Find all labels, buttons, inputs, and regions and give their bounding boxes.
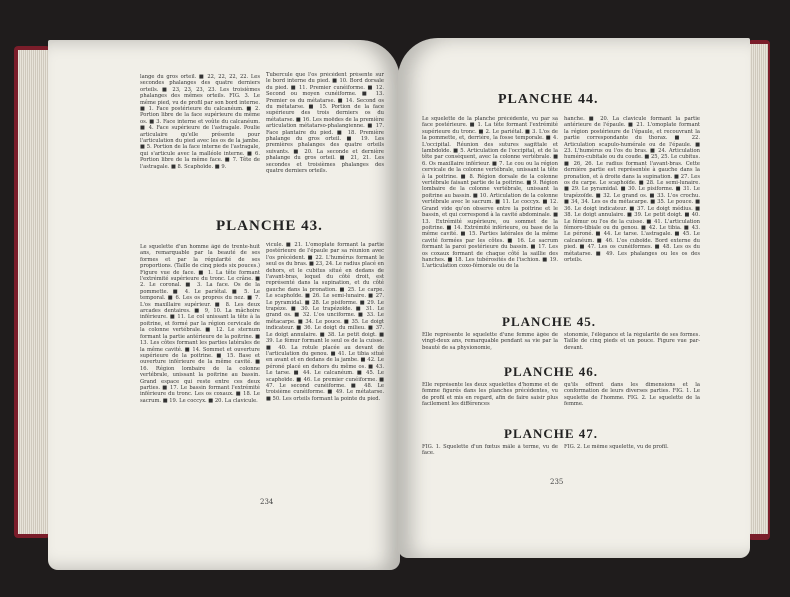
plate-47-left-column: FIG. 1. Squelette d'un fœtus mâle à terme, vu de face. — [422, 444, 558, 457]
plate-45-title: PLANCHE 45. — [502, 314, 597, 329]
plate-47-title: PLANCHE 47. — [504, 426, 599, 441]
plate-45-left-column: Elle représente le squelette d'une femme âgée de vingt-deux ans, remarquable pendant sa vie par la beauté de sa physionomie, — [422, 332, 558, 351]
left-bottom-left-column: Le squelette d'un homme âgé de trente-huit ans, remarquable par la beauté de ses formes et par la régularité de ses proportions. (Taille de cinq pieds six pouces.) Figure vue de face. ■ 1. La tête formant l'extrémité supérieure du tronc. Le crâne. ■ 2. Le coronal. ■ 3. La face. Os de la pommette. ■ 4. Le pariétal. ■ 5. Le temporal. ■ 6. Les os propres du nez. ■ 7. L'os maxillaire supérieur. ■ 8. Les deux arcades dentaires. ■ 9, 10. La mâchoire inférieure. ■ 11. Le col unissant la tête à la poitrine, et formé par la région cervicale de la colonne vertébrale. ■ 12. Le sternum formant la partie antérieure de la poitrine. ■ 13. Les côtes formant les parties latérales de la même cavité. ■ 14. Sommet et ouverture supérieure de la poitrine. ■ 15. Base et ouverture inférieure de la même cavité. ■ 16. Région lombaire de la colonne vertébrale, unissant la poitrine au bassin. Grand espace qui reste entre ces deux parties. ■ 17. Le bassin formant l'extrémité inférieure du tronc. Les os coxaux. ■ 18. Le sacrum. ■ 19. Le coccyx. ■ 20. La clavicule. — [140, 244, 260, 404]
page-edges-left — [18, 50, 48, 534]
plate-46-right-column: qu'ils offrent dans les dimensions et la conformation de leurs diverses parties. FIG. 1. Le squelette de l'homme. FIG. 2. Le squelette de la femme. — [564, 382, 700, 408]
plate-44-title: PLANCHE 44. — [498, 92, 599, 107]
plate-46-title: PLANCHE 46. — [504, 364, 599, 379]
plate-43-title: PLANCHE 43. — [216, 218, 323, 234]
left-top-right-column: Tubercule que l'os précédent présente sur le bord interne du pied. ■ 10. Bord dorsale du pied. ■ 11. Premier cunéiforme. ■ 12. Second ou moyen cunéiforme. ■ 13. Premier os du métatarse. ■ 14. Second os du métatarse. ■ 15. Portion de la face supérieure des trois derniers os du métatarse. ■ 16. Les moëdes de la première articulation métatarso-phalangienne. ■ 17. Face plantaire du pied. ■ 18. Première phalange du gros orteil. ■ 19. Les premières phalanges des quatre orteils suivants. ■ 20. La seconde et dernière phalange du gros orteil. ■ 21, 21. Les secondes et troisièmes phalanges des quatre derniers orteils. — [266, 72, 384, 175]
plate-44-left-column: Le squelette de la planche précédente, vu par sa face postérieure. ■ 1. La tête formant l'extrémité supérieure du tronc. ■ 2. Le pariétal. ■ 3. L'os de la pommette, et, derrière, la fosse temporale. ■ 4. L'occipital. Réunion des sutures sagittale et lambdoïde. ■ 5. Articulation de l'occipital, et de la tête par conséquent, avec la colonne vertébrale. ■ 6. Os maxillaire inférieur. ■ 7. Le cou ou la région cervicale de la colonne vertébrale, unissant la tête à la poitrine. ■ 8. Région dorsale de la colonne vertébrale faisant partie de la poitrine. ■ 9. Région lombaire de la colonne vertébrale, unissant la poitrine au bassin. ■ 10. Articulation de la colonne vertébrale avec le sacrum. ■ 11. Le coccyx. ■ 12. Grand vide qu'on observe entre la poitrine et le bassin, et qui correspond à la cavité abdominale. ■ 13. Extrémité supérieure, ou sommet de la poitrine. ■ 14. Extrémité inférieure, ou base de la même cavité. ■ 15. Parties latérales de la même cavité formées par les côtes. ■ 16. Le sacrum formant la paroi postérieure du bassin. ■ 17. Les os coxaux formant de chaque côté la saillie des hanches. ■ 18. Les tubérosités de l'ischion. ■ 19. L'articulation coxo-fémorale ou de la — [422, 116, 558, 270]
plate-47-right-column: FIG. 2. Le même squelette, vu de profil. — [564, 444, 669, 450]
left-bottom-right-column: vicule. ■ 21. L'omoplate formant la partie postérieure de l'épaule par sa réunion avec l'os précédent. ■ 22. L'humérus formant le seul os du bras. ■ 23, 24. Le radius placé en dehors, et le cubitus situé en dedans de l'avant-bras, lequel du côté droit, est représenté dans la supination, et du côté gauche dans la pronation. ■ 25. Le carpe. Le scaphoïde. ■ 26. Le semi-lunaire. ■ 27. Le pyramidal. ■ 28. Le pisiforme. ■ 29. Le trapèze. ■ 30. Le trapézoïde. ■ 31. Le grand os. ■ 32. L'os unciforme. ■ 33. Le métacarpe. ■ 34. Le pouce. ■ 35. Le doigt indicateur. ■ 36. Le doigt du milieu. ■ 37. Le doigt annulaire. ■ 38. Le petit doigt. ■ 39. Le fémur formant le seul os de la cuisse. ■ 40. La rotule placée au devant de l'articulation du genou. ■ 41. Le tibia situé en avant et en dedans de la jambe. ■ 42. Le péroné placé en dehors du même os. ■ 43. Le tarse. ■ 44. Le calcanéum. ■ 45. Le scaphoïde. ■ 46. Le premier cunéiforme. ■ 47. Le second cunéiforme. ■ 48. Le troisième cunéiforme. ■ 49. Le métatarse. ■ 50. Les orteils formant la pointe du pied. — [266, 242, 384, 402]
right-page-number: 235 — [550, 478, 564, 486]
left-page — [48, 40, 400, 570]
plate-45-right-column: stonomie, l'élégance et la régularité de ses formes. Taille de cinq pieds et un pouce. Figure vue par-devant. — [564, 332, 700, 351]
left-top-left-column: lange du gros orteil. ■ 22, 22, 22, 22. Les secondes phalanges des quatre derniers orteils. ■ 23, 23, 23, 23. Les troisièmes phalanges des mêmes orteils. FIG. 3. Le même pied, vu de profil par son bord interne. ■ 1. Face postérieure du calcanéum. ■ 2. Portion libre de la face supérieure du même os. ■ 3. Face interne et voûte du calcanéum. ■ 4. Face supérieure de l'astragale. Poulie articulaire qu'elle présente pour l'articulation du pied avec les os de la jambe. ■ 5. Portion de la face interne de l'astragale, qui s'articule avec la malléole interne. ■ 6. Portion libre de la même face. ■ 7. Tête de l'astragale. ■ 8. Scaphoïde. ■ 9. — [140, 74, 260, 170]
right-page — [398, 38, 750, 558]
plate-46-left-column: Elle représente les deux squelettes d'homme et de femme figurés dans les planches précédentes, vu de profil et mis en regard, afin de faire saisir plus facilement les différences — [422, 382, 558, 408]
plate-44-right-column: hanche. ■ 20. La clavicule formant la partie antérieure de l'épaule. ■ 21. L'omoplate formant la région postérieure de l'épaule, et recouvrant la partie correspondante du thorax. ■ 22. Articulation scapulo-humérale ou de l'épaule. ■ 23. L'humérus ou l'os du bras. ■ 24. Articulation huméro-cubitale ou du coude. ■ 25, 25. Le cubitus. ■ 26, 26. Le radius formant l'avant-bras. Cette dernière partie est représentée à gauche dans la pronation, et à droite dans la supination. ■ 27. Les os du carpe. Le scaphoïde. ■ 28. Le semi-lunaire. ■ 29. Le pyramidal. ■ 30. Le pisiforme. ■ 31. Le trapézoïde. ■ 32. Le grand os. ■ 33. L'os crochu. ■ 34, 34. Les os du métacarpe. ■ 35. Le pouce. ■ 36. Le doigt indicateur. ■ 37. Le doigt médius. ■ 38. Le doigt annulaire. ■ 39. Le petit doigt. ■ 40. Le fémur ou l'os de la cuisse. ■ 41. L'articulation fémoro-tibiale ou du genou. ■ 42. Le tibia. ■ 43. Le péroné. ■ 44. Le tarse. L'astragale. ■ 45. Le calcanéum. ■ 46. L'os cuboïde. Bord externe du pied. ■ 47. Les os cunéiformes. ■ 48. Les os du métatarse. ■ 49. Les phalanges ou les os des orteils. — [564, 116, 700, 263]
left-page-number: 234 — [260, 498, 274, 506]
